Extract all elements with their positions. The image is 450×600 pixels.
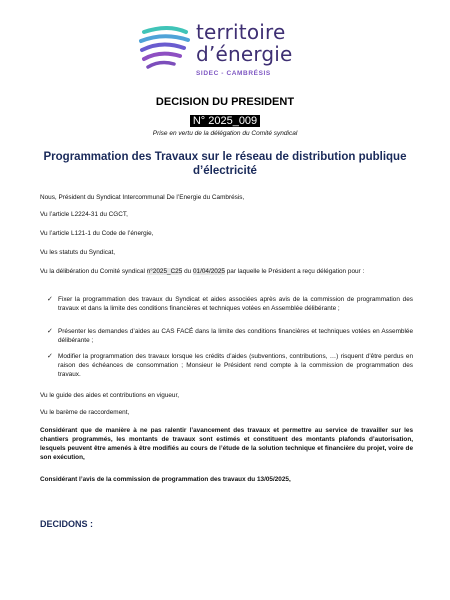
logo-line1: territoire [196, 20, 286, 44]
paragraph-bareme: Vu le barème de raccordement, [40, 409, 130, 416]
deliberation-date: 01/04/2025 [192, 268, 225, 275]
check-icon: ✓ [47, 296, 53, 303]
logo-line2: d’énergie [196, 42, 293, 66]
logo-wordmark [196, 22, 293, 64]
bullet-item [47, 295, 413, 313]
bullet-text: Fixer la programmation des travaux du Syndicat et aides associées après avis de la commission de programmation des travaux et dans la limite des conditions financières et techniques votées en Assemblée délibérante ; [58, 296, 413, 312]
deliberation-ref: n°2025_C25 [146, 268, 183, 275]
paragraph-considerant-1: Considérant que de manière à ne pas ralentir l’avancement des travaux et permettre au service de travailler sur les chantiers programmés, les montants de travaux sont estimés et constituent des montants plafonds d’autorisation, lesquels peuvent être amenés à être modifiés au cours de l’étude de la solution technique et financière du projet, voire de son exécution, [40, 427, 413, 461]
paragraph-deliberation [40, 267, 413, 276]
paragraph-cgct: Vu l’article L2224-31 du CGCT, [40, 211, 128, 218]
bullet-text: Modifier la programmation des travaux lorsque les crédits d’aides (subventions, contributions, …) risquent d’être perdus en raison des échéances de consommation ; Monsieur le Président rend compte à la commission de programmation des travaux. [58, 353, 413, 378]
decision-number: N° 2025_009 [190, 115, 260, 127]
logo-subtitle: SIDEC - CAMBRÉSIS [196, 70, 271, 77]
deliberation-text-b: du [182, 268, 193, 275]
bullet-item [47, 327, 413, 345]
deliberation-text-c: par laquelle le Président a reçu délégation pour : [224, 268, 365, 275]
paragraph-code-energie: Vu l’article L121-1 du Code de l’énergie, [40, 230, 154, 237]
check-icon: ✓ [47, 353, 53, 360]
paragraph-guide: Vu le guide des aides et contributions en vigueur, [40, 392, 180, 399]
logo-swoosh-icon [138, 26, 192, 70]
paragraph-considerant-2: Considérant l’avis de la commission de programmation des travaux du 13/05/2025, [40, 476, 291, 483]
paragraph-nous: Nous, Président du Syndicat Intercommunal De l’Energie du Cambrésis, [40, 194, 245, 201]
main-title: Programmation des Travaux sur le réseau de distribution publique d’électricité [43, 151, 407, 177]
sidec-logo [138, 22, 298, 82]
decision-title: DECISION DU PRESIDENT [155, 96, 295, 108]
bullet-text: Présenter les demandes d’aides au CAS FACÉ dans la limite des conditions financières et techniques votées en Assemblée délibérante ; [58, 328, 413, 344]
preamble: Prise en vertu de la délégation du Comité syndical [152, 130, 298, 137]
check-icon: ✓ [47, 328, 53, 335]
paragraph-statuts: Vu les statuts du Syndicat, [40, 249, 116, 256]
decidons-heading: DECIDONS : [40, 519, 94, 529]
deliberation-text-a: Vu la délibération du Comité syndical [40, 268, 147, 275]
bullet-item [47, 352, 413, 379]
decision-number-wrapper [0, 111, 450, 129]
